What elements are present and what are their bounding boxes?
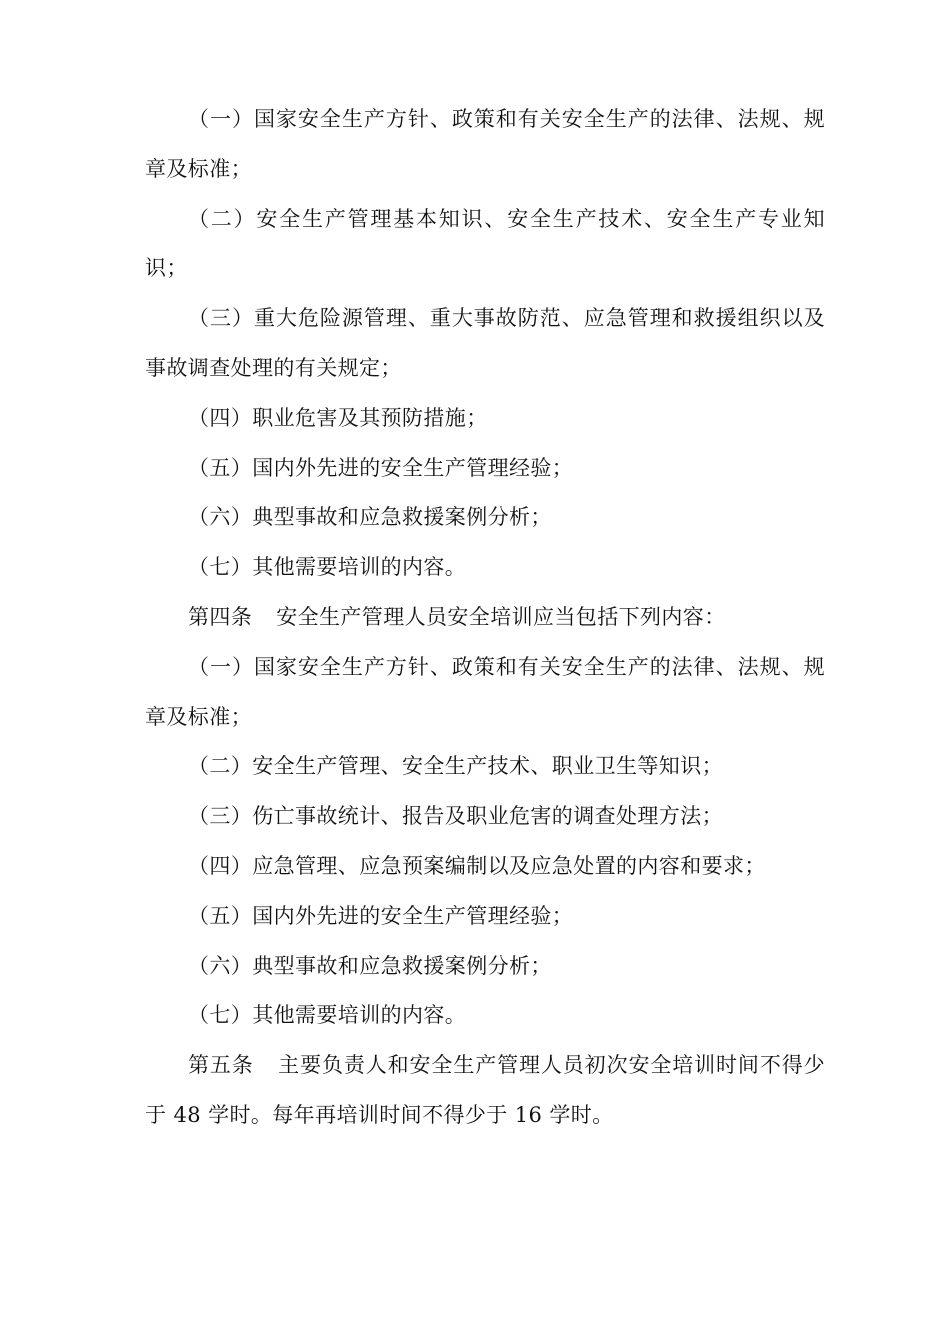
list-item-1-1: （一）国家安全生产方针、政策和有关安全生产的法律、法规、规章及标准； [145, 107, 825, 181]
list-item-1-5: （五）国内外先进的安全生产管理经验； [188, 455, 574, 480]
list-item-2-7: （七）其他需要培训的内容。 [188, 1003, 467, 1028]
list-item-2-5: （五）国内外先进的安全生产管理经验； [188, 903, 574, 928]
list-item-1-2: （二）安全生产管理基本知识、安全生产技术、安全生产专业知识； [145, 206, 825, 281]
list-item-2-4: （四）应急管理、应急预案编制以及应急处置的内容和要求； [188, 853, 766, 878]
article-5 [145, 1041, 825, 1141]
list-item-2-3: （三）伤亡事故统计、报告及职业危害的调查处理方法； [188, 804, 723, 829]
list-item-1-3: （三）重大危险源管理、重大事故防范、应急管理和救援组织以及事故调查处理的有关规定； [145, 306, 825, 380]
article-5-text: 主要负责人和安全生产管理人员初次安全培训时间不得少于 48 学时。每年再培训时间不得少于 16 学时。 [145, 1053, 826, 1127]
list-item-2-6: （六）典型事故和应急救援案例分析； [188, 953, 552, 978]
article-4-text: 安全生产管理人员安全培训应当包括下列内容： [276, 604, 726, 629]
list-item-1-6: （六）典型事故和应急救援案例分析； [188, 505, 552, 530]
article-5-label: 第五条 [188, 1053, 254, 1078]
article-4-label: 第四条 [188, 604, 253, 629]
list-item-2-1: （一）国家安全生产方针、政策和有关安全生产的法律、法规、规章及标准； [145, 654, 825, 729]
article-4 [145, 593, 825, 643]
document-body [145, 95, 825, 1141]
list-item-2-2: （二）安全生产管理、安全生产技术、职业卫生等知识； [188, 754, 723, 779]
list-item-1-4: （四）职业危害及其预防措施； [188, 405, 488, 430]
list-item-1-7: （七）其他需要培训的内容。 [188, 555, 467, 580]
